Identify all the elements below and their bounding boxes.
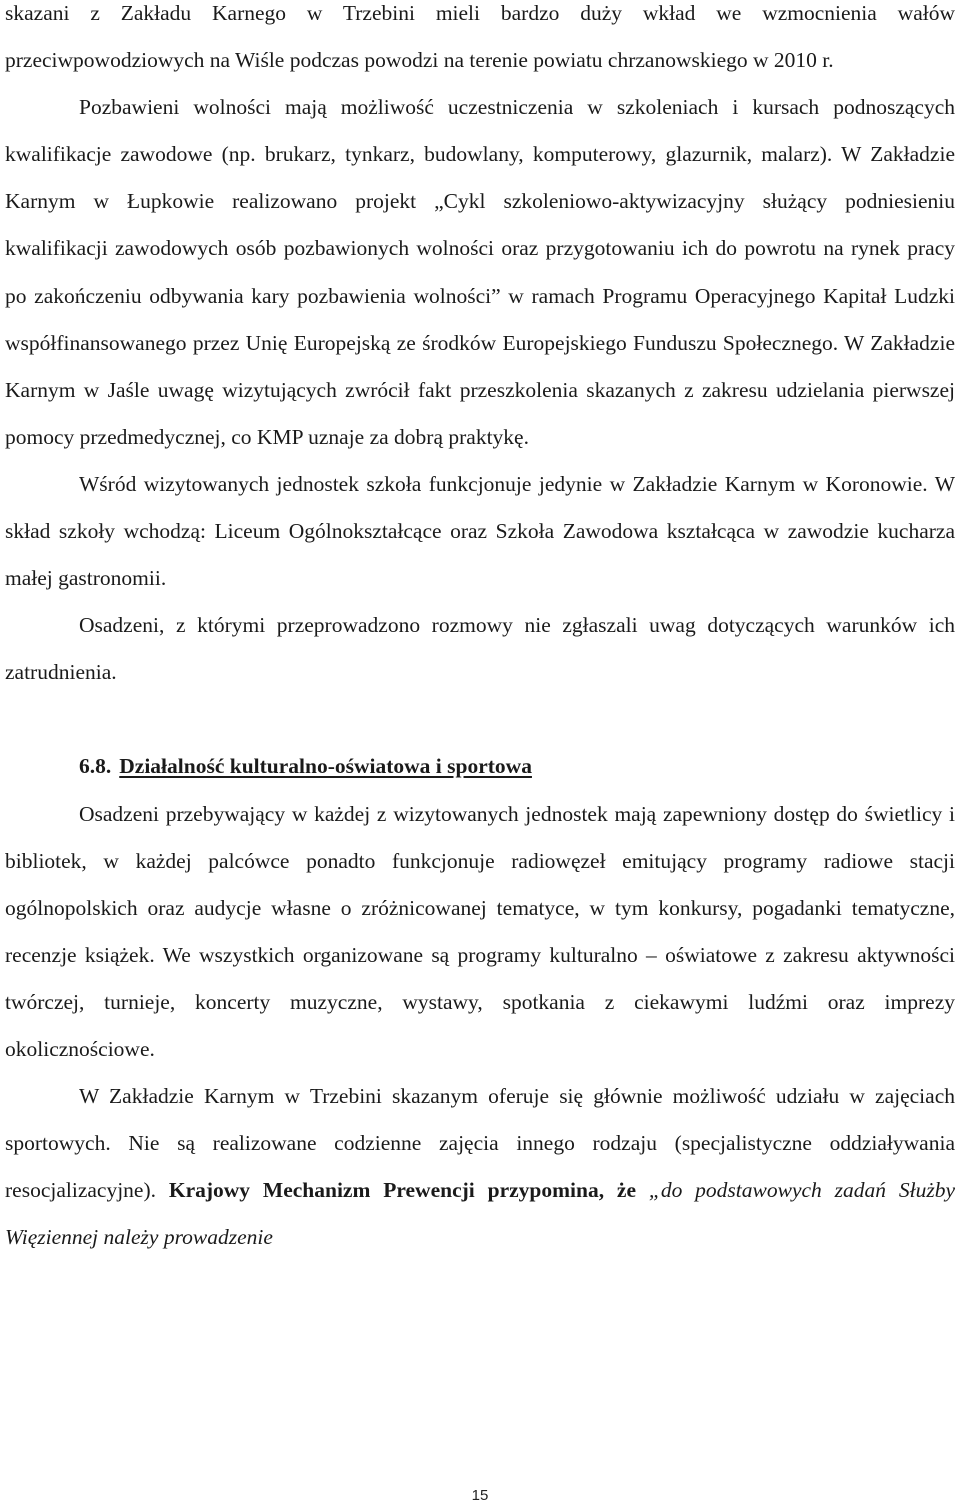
quote-text: „do podstawowych zadań Służby Więziennej należy prowadzenie: [5, 1178, 955, 1250]
paragraph-continued: skazani z Zakładu Karnego w Trzebini mieli bardzo duży wkład we wzmocnienia wałów przeciwpowodziowych na Wiśle podczas powodzi na terenie powiatu chrzanowskiego w 2010 r.: [5, 1, 955, 73]
paragraph-employment: Osadzeni, z którymi przeprowadzono rozmowy nie zgłaszali uwag dotyczących warunków ich zatrudnienia.: [5, 613, 955, 685]
section-number: 6.8.: [79, 754, 112, 779]
paragraph-training: Pozbawieni wolności mają możliwość uczestniczenia w szkoleniach i kursach podnoszących kwalifikacje zawodowe (np. brukarz, tynkarz, budowlany, komputerowy, glazurnik, malarz). W Zakładzie Karnym w Łupkowie realizowano projekt „Cykl szkoleniowo-aktywizacyjny służący podniesieniu kwalifikacji zawodowych osób pozbawionych wolności oraz przygotowaniu ich do powrotu na rynek pracy po zakończeniu odbywania kary pozbawienia wolności” w ramach Programu Operacyjnego Kapitał Ludzki współfinansowanego przez Unię Europejską ze środków Europejskiego Funduszu Społecznego. W Zakładzie Karnym w Jaśle uwagę wizytujących zwrócił fakt przeszkolenia skazanych z zakresu udzielania pierwszej pomocy przedmedycznej, co KMP uznaje za dobrą praktykę.: [5, 95, 955, 449]
section-title: Działalność kulturalno-oświatowa i sportowa: [119, 754, 532, 779]
section-heading: [5, 743, 955, 790]
paragraph-school: Wśród wizytowanych jednostek szkoła funkcjonuje jedynie w Zakładzie Karnym w Koronowie. W skład szkoły wchodzą: Liceum Ogólnokształcące oraz Szkoła Zawodowa kształcąca w zawodzie kucharza małej gastronomii.: [5, 471, 955, 591]
paragraph-sport: [5, 1073, 955, 1261]
paragraph-sport-text: W Zakładzie Karnym w Trzebini skazanym oferuje się głównie możliwość udziału w zajęciach sportowych. Nie są realizowane codzienne zajęcia innego rodzaju (specjalistyczne oddziaływania resocjalizacyjne).: [5, 1084, 955, 1203]
paragraph-culture: Osadzeni przebywający w każdej z wizytowanych jednostek mają zapewniony dostęp do świetlicy i bibliotek, w każdej palcówce ponadto funkcjonuje radiowęzeł emitujący programy radiowe stacji ogólnopolskich oraz audycje własne o zróżnicowanej tematyce, w tym konkursy, pogadanki tematyczne, recenzje książek. We wszystkich organizowane są programy kulturalno – oświatowe z zakresu aktywności twórczej, turnieje, koncerty muzyczne, wystawy, spotkania z ciekawymi ludźmi oraz imprezy okolicznościowe.: [5, 801, 955, 1061]
page-number: 15: [471, 1487, 489, 1504]
document-page: [5, 0, 955, 1261]
kmp-emphasis: Krajowy Mechanizm Prewencji przypomina, że: [168, 1178, 637, 1203]
